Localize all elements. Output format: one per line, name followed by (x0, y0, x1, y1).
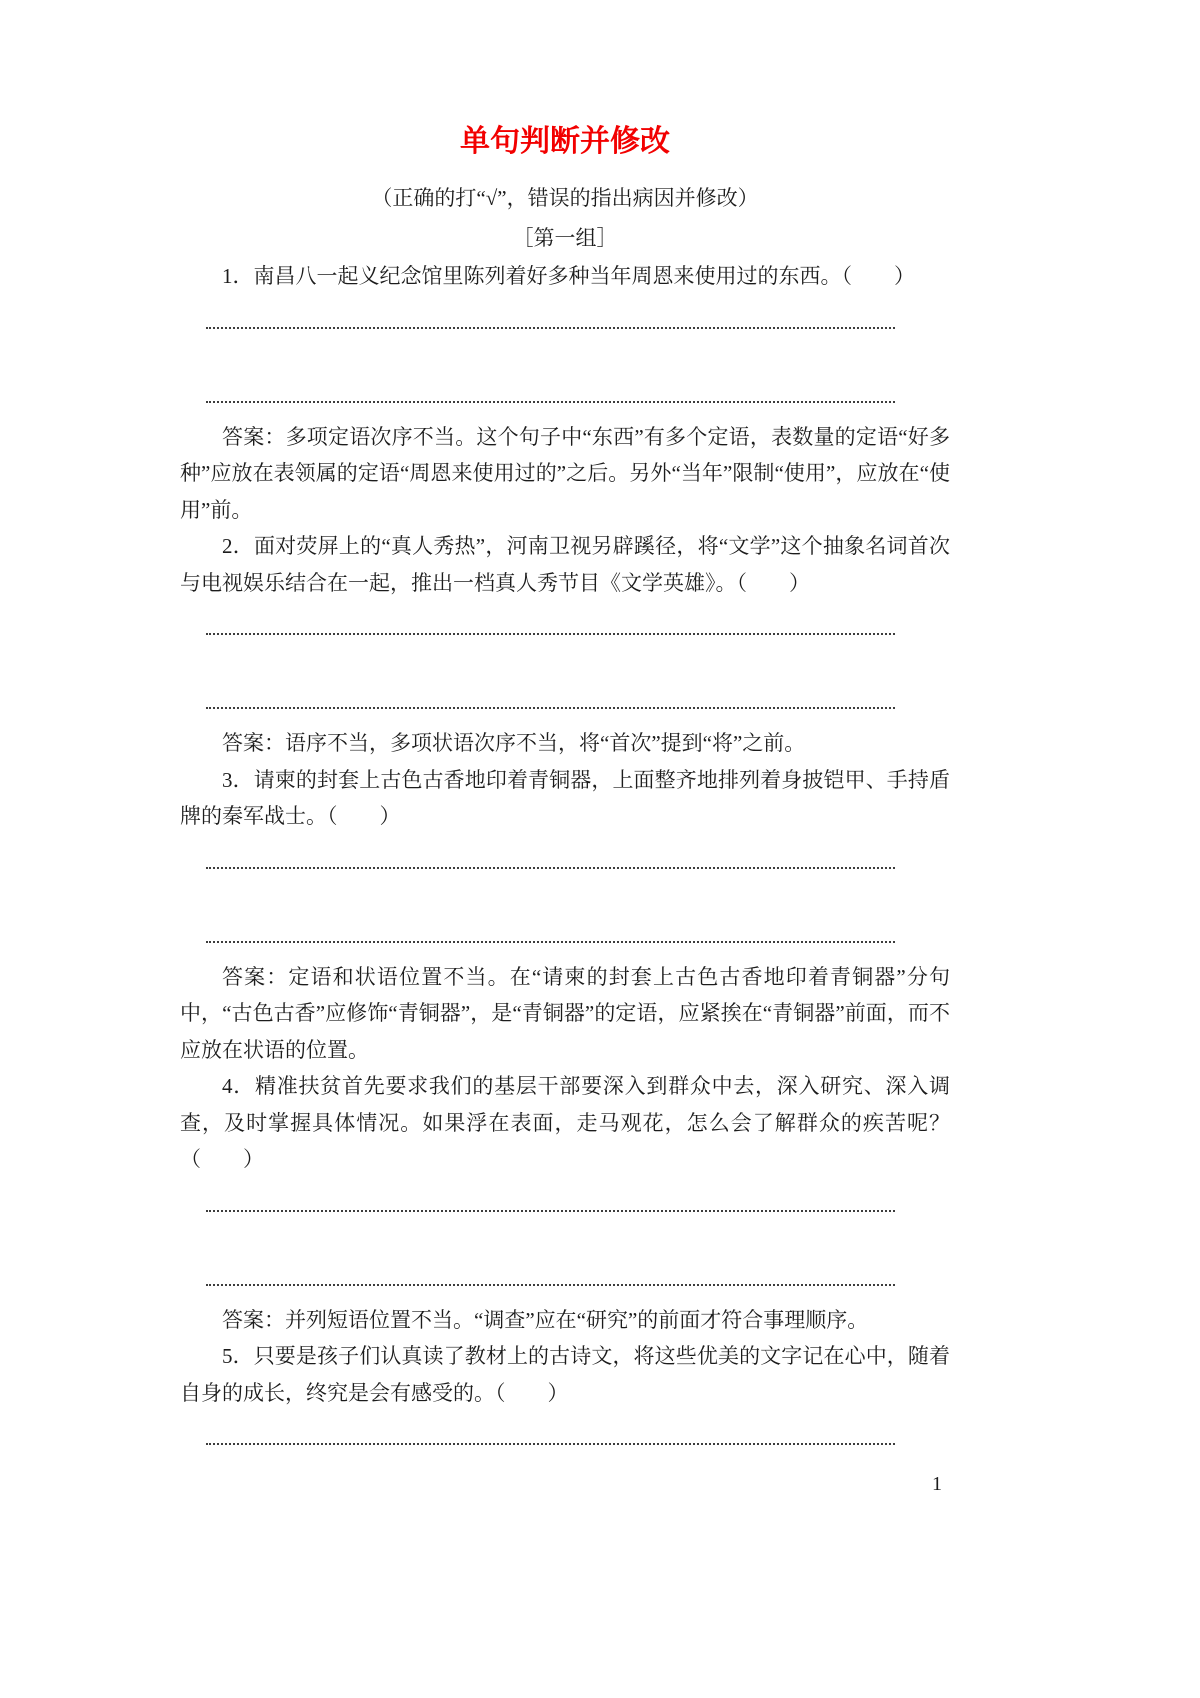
question-text-1: 1．南昌八一起义纪念馆里陈列着好多种当年周恩来使用过的东西。（ ） (222, 264, 915, 288)
question-block-3 (180, 762, 950, 1069)
answer-text-2: 答案：语序不当，多项状语次序不当，将“首次”提到“将”之前。 (222, 731, 806, 755)
answer-blank-line (206, 401, 895, 403)
answer-text-4: 答案：并列短语位置不当。“调查”应在“研究”的前面才符合事理顺序。 (222, 1307, 869, 1332)
answer-text-3: 答案：定语和状语位置不当。在“请柬的封套上古色古香地印着青铜器”分句中，“古色古香”应修饰“青铜器”，是“青铜器”的定语，应紧挨在“青铜器”前面，而不应放在状语的位置。 (180, 964, 950, 1062)
question-block-2 (180, 528, 950, 762)
answer-blank-line (206, 941, 895, 943)
answer-blank-line (206, 633, 895, 635)
answer-blank-line (206, 1284, 895, 1286)
question-block-1 (180, 258, 950, 528)
answer-blank-line (206, 1443, 895, 1445)
page-title: 单句判断并修改 (460, 125, 670, 158)
question-text-5: 5．只要是孩子们认真读了教材上的古诗文，将这些优美的文字记在心中，随着自身的成长，终究是会有感受的。（ ） (180, 1344, 950, 1405)
answer-blank-line (206, 327, 895, 329)
answer-blank-line (206, 1210, 895, 1212)
subtitle: （正确的打“√”，错误的指出病因并修改） (371, 186, 759, 210)
question-text-3: 3．请柬的封套上古色古香地印着青铜器，上面整齐地排列着身披铠甲、手持盾牌的秦军战士。（ ） (180, 767, 950, 828)
page-number: 1 (932, 1473, 942, 1495)
answer-blank-line (206, 707, 895, 709)
question-text-4: 4．精准扶贫首先要求我们的基层干部要深入到群众中去，深入研究、深入调查，及时掌握具体情况。如果浮在表面，走马观花，怎么会了解群众的疾苦呢？（ ） (180, 1074, 950, 1171)
answer-text-1: 答案：多项定语次序不当。这个句子中“东西”有多个定语，表数量的定语“好多种”应放在表领属的定语“周恩来使用过的”之后。另外“当年”限制“使用”，应放在“使用”前。 (180, 424, 950, 522)
question-text-2: 2．面对荧屏上的“真人秀热”，河南卫视另辟蹊径，将“文学”这个抽象名词首次与电视娱乐结合在一起，推出一档真人秀节目《文学英雄》。（ ） (180, 534, 950, 595)
answer-blank-line (206, 867, 895, 869)
question-block-5 (180, 1338, 950, 1445)
question-block-4 (180, 1068, 950, 1338)
group-label: ［第一组］ (512, 226, 618, 250)
